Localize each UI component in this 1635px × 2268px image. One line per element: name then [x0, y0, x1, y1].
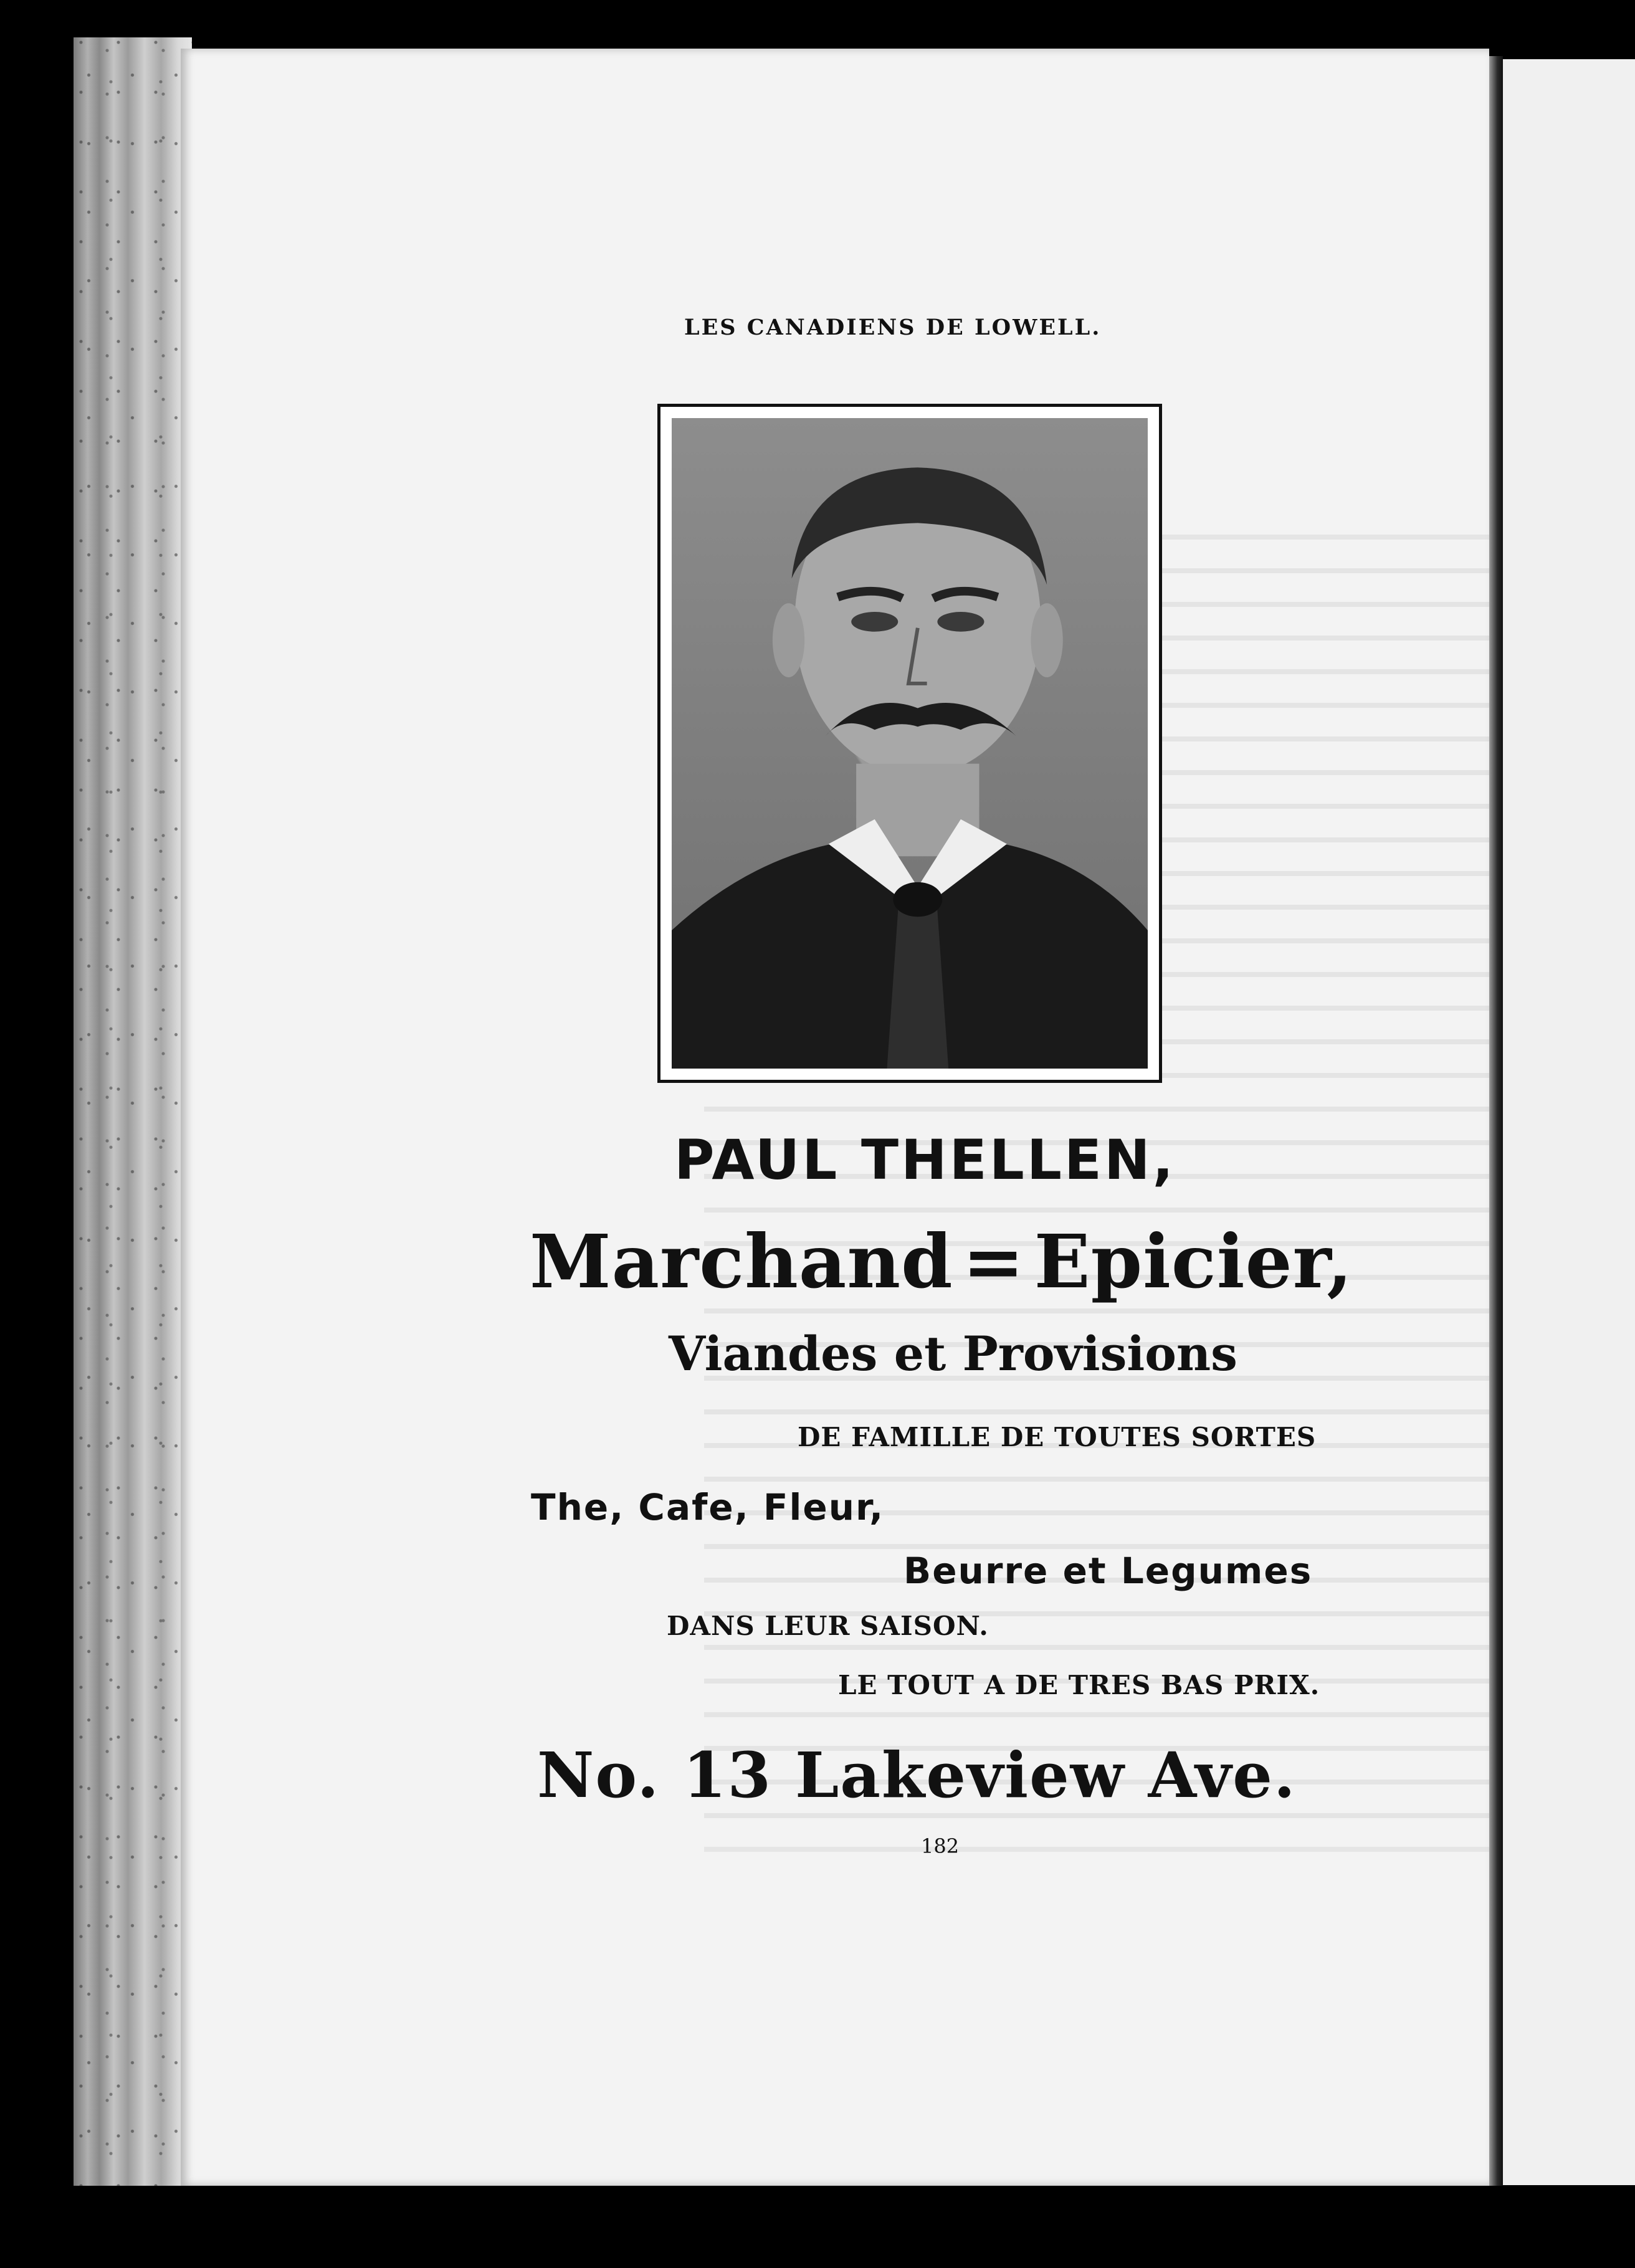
merchant-address: No. 13 Lakeview Ave. [537, 1738, 1297, 1812]
portrait-figure [672, 418, 1148, 1069]
trade-marchand: Marchand [530, 1218, 953, 1305]
book-page [181, 49, 1489, 2186]
prix-line: LE TOUT A DE TRES BAS PRIX. [838, 1670, 1320, 1700]
saison-line: DANS LEUR SAISON. [667, 1611, 989, 1641]
provisions-line: Viandes et Provisions [669, 1326, 1237, 1381]
trade-epicier: Epicier, [1034, 1218, 1353, 1305]
portrait-photo [672, 418, 1148, 1069]
facing-page [1503, 59, 1635, 2185]
goods-line-2: Beurre et Legumes [903, 1550, 1313, 1592]
trade-separator: = [962, 1218, 1025, 1305]
portrait-photo-frame [657, 404, 1162, 1083]
page-edge-speckle [74, 37, 192, 2186]
scan-bottom-margin [74, 2186, 1635, 2268]
page-number: 182 [921, 1834, 960, 1858]
famille-line: DE FAMILLE DE TOUTES SORTES [798, 1422, 1317, 1452]
goods-line-1: The, Cafe, Fleur, [531, 1486, 885, 1528]
book-gutter [1489, 56, 1503, 2187]
running-head: LES CANADIENS DE LOWELL. [684, 315, 1102, 340]
merchant-name: PAUL THELLEN, [674, 1128, 1176, 1192]
merchant-trade [530, 1218, 1353, 1305]
